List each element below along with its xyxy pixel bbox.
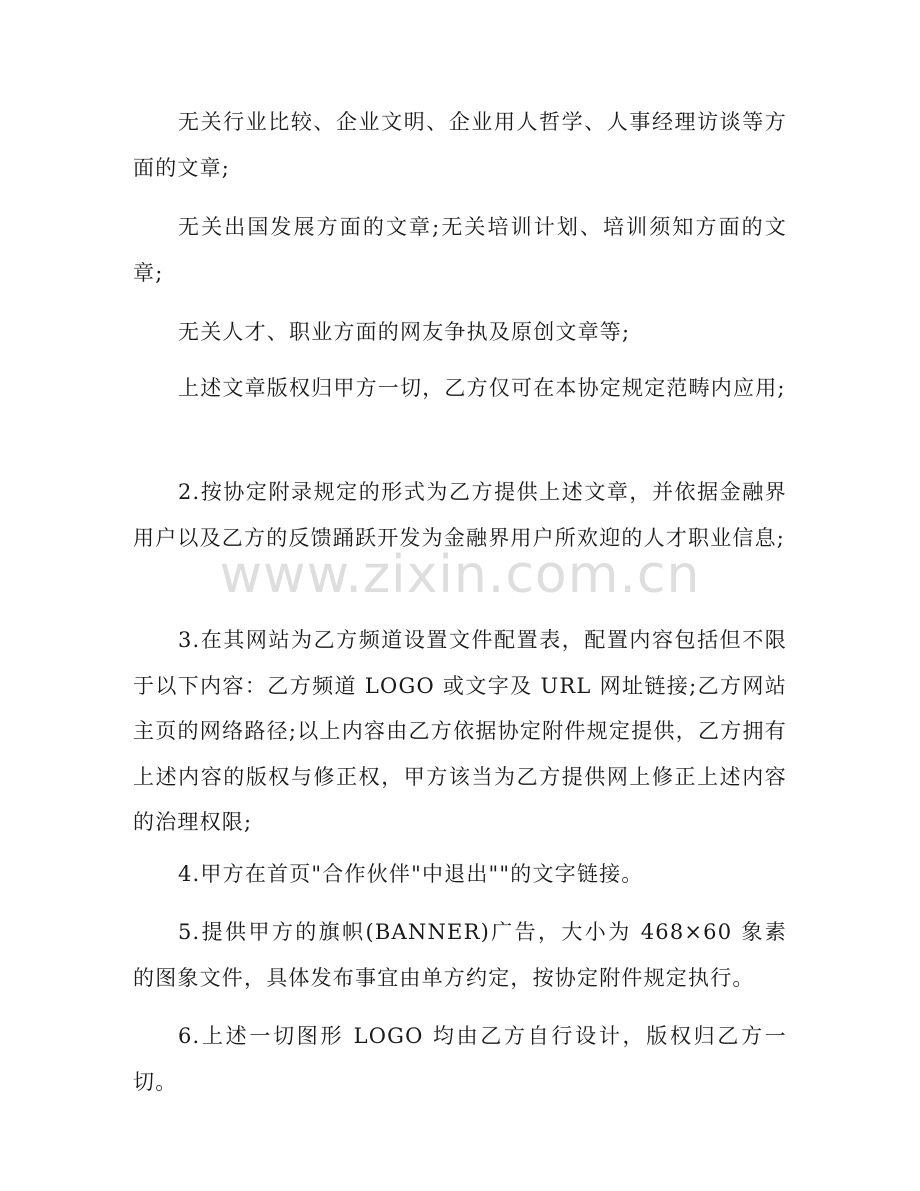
paragraph-item-2: 2.按协定附录规定的形式为乙方提供上述文章，并依据金融界用户以及乙方的反馈踊跃开发为金融界用户所欢迎的人才职业信息; bbox=[133, 480, 787, 550]
paragraph-item-3: 3.在其网站为乙方频道设置文件配置表，配置内容包括但不限于以下内容：乙方频道 LOGO 或文字及 URL 网址链接;乙方网站主页的网络路径;以上内容由乙方依据协定附件规定提供，乙方拥有上述内容的版权与修正权，甲方该当为乙方提供网上修正上述内容的治理权限; bbox=[133, 628, 787, 834]
paragraph-industry-articles: 无关行业比较、企业文明、企业用人哲学、人事经理访谈等方面的文章; bbox=[133, 110, 787, 180]
paragraph-item-5: 5.提供甲方的旗帜(BANNER)广告，大小为 468×60 象素的图象文件，具体发布事宜由单方约定，按协定附件规定执行。 bbox=[133, 920, 787, 990]
paragraph-overseas-training: 无关出国发展方面的文章;无关培训计划、培训须知方面的文章; bbox=[133, 215, 787, 285]
paragraph-talent-disputes: 无关人才、职业方面的网友争执及原创文章等; bbox=[178, 320, 631, 344]
paragraph-item-6: 6.上述一切图形 LOGO 均由乙方自行设计，版权归乙方一切。 bbox=[133, 1024, 787, 1094]
paragraph-item-4: 4.甲方在首页"合作伙伴"中退出""的文字链接。 bbox=[178, 862, 644, 886]
watermark: www.zixin.com.cn bbox=[219, 545, 701, 605]
paragraph-copyright: 上述文章版权归甲方一切，乙方仅可在本协定规定范畴内应用; bbox=[178, 376, 786, 400]
